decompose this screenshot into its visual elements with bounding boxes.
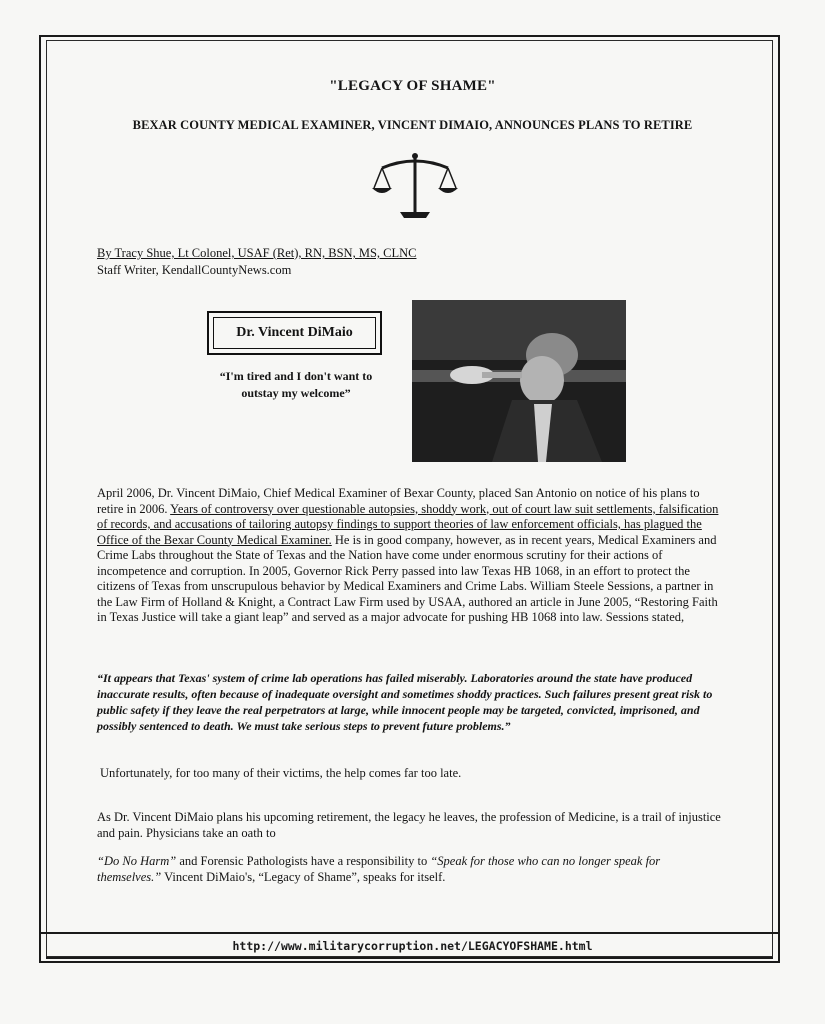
paragraph-5 [97, 854, 723, 885]
name-caption-box [207, 311, 382, 355]
paragraph-5-middle: and Forensic Pathologists have a responsibility to [176, 854, 431, 868]
footer-rule-bottom [46, 957, 773, 959]
paragraph-5-quote-1: “Do No Harm” [97, 854, 177, 868]
paragraph-1-rest: He is in good company, however, as in recent years, Medical Examiners and Crime Labs throughout the State of Texas and the Nation have come under enormous scrutiny for their actions of incompetence and corruption. In 2005, Governor Rick Perry passed into law Texas HB 1068, in an effort to protect the citizens of Texas from unscrupulous behavior by Medical Examiners and Crime Labs. William Steele Sessions, a partner in the Law Firm of Holland & Knight, a Contract Law Firm used by USAA, authored an article in June 2005, “Restoring Faith in Texas Justice will take a giant leap” and served as a major advocate for pushing HB 1068 into law. Sessions stated, [97, 532, 718, 624]
paragraph-1-intro: April 2006, Dr. Vincent DiMaio, Chief Medical Examiner of Bexar County, placed San Antonio on notice of his plans to retire in 2006. [97, 486, 700, 516]
paragraph-5-end: Vincent DiMaio's, “Legacy of Shame”, speaks for itself. [161, 869, 446, 884]
paragraph-4: As Dr. Vincent DiMaio plans his upcoming retirement, the legacy he leaves, the profession of Medicine, is a trail of injustice and pain. Physicians take an oath to [97, 810, 721, 840]
portrait-photo [412, 300, 626, 462]
paragraph-1 [97, 486, 723, 626]
footer-url: http://www.militarycorruption.net/LEGACYOFSHAME.html [232, 939, 593, 953]
scales-of-justice-icon [370, 150, 460, 230]
pull-quote-line-2: outstay my welcome” [241, 386, 351, 400]
paragraph-3: Unfortunately, for too many of their victims, the help comes far too late. [100, 766, 462, 780]
pull-quote-line-1: “I'm tired and I don't want to [219, 369, 373, 383]
paragraph-1-underlined: Years of controversy over questionable autopsies, shoddy work, out of court law suit settlements, falsification of records, and accusations of tailoring autopsy findings to support theories of law enforcement officials, has plagued the Office of the Bexar County Medical Examiner. [97, 501, 719, 547]
block-quote: “It appears that Texas' system of crime lab operations has failed miserably. Laboratories around the state have produced inaccurate results, often because of inadequate oversight and sometimes shoddy practices. Such failures present great risk to public safety if they leave the real perpetrators at large, while innocent people may be targeted, convicted, imprisoned, and possibly sentenced to death. We must take serious steps to prevent future problems.” [97, 671, 713, 733]
article-subheadline: BEXAR COUNTY MEDICAL EXAMINER, VINCENT DIMAIO, ANNOUNCES PLANS TO RETIRE [132, 118, 693, 132]
staff-writer-line: Staff Writer, KendallCountyNews.com [97, 263, 292, 277]
footer-rule-top [39, 932, 780, 934]
article-byline: By Tracy Shue, Lt Colonel, USAF (Ret), RN, BSN, MS, CLNC [97, 246, 417, 260]
article-headline: "LEGACY OF SHAME" [329, 78, 496, 94]
name-caption: Dr. Vincent DiMaio [213, 317, 376, 349]
pull-quote [200, 368, 392, 402]
paragraph-5-quote-2: “Speak for those who can no longer speak for themselves.” [97, 854, 661, 884]
